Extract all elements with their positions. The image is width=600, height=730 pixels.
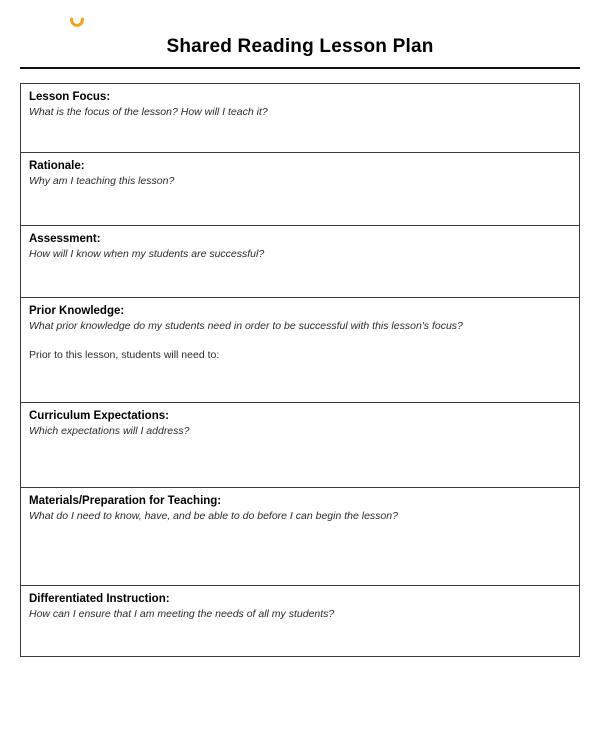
lesson-plan-table: [20, 83, 580, 657]
section-assessment: [21, 226, 579, 298]
page-title: Shared Reading Lesson Plan: [166, 36, 434, 57]
section-prompt: What prior knowledge do my students need in order to be successful with this lesson's focus?: [29, 320, 463, 333]
section-prompt: What do I need to know, have, and be able to do before I can begin the lesson?: [29, 510, 398, 523]
section-curriculum-expectations: [21, 403, 579, 488]
section-prompt: Which expectations will I address?: [29, 425, 190, 438]
section-note: Prior to this lesson, students will need to:: [29, 348, 220, 361]
section-prompt: How will I know when my students are successful?: [29, 248, 265, 261]
header-divider: [20, 67, 580, 69]
section-heading: Lesson Focus:: [29, 91, 111, 103]
section-heading: Differentiated Instruction:: [29, 593, 170, 605]
section-heading: Materials/Preparation for Teaching:: [29, 495, 222, 507]
section-rationale: [21, 153, 579, 226]
section-prior-knowledge: [21, 298, 579, 403]
section-prompt: Why am I teaching this lesson?: [29, 175, 175, 188]
section-heading: Assessment:: [29, 233, 101, 245]
orange-u-swoosh-icon: [68, 16, 86, 32]
section-lesson-focus: [21, 84, 579, 153]
section-materials-preparation: [21, 488, 579, 586]
section-heading: Curriculum Expectations:: [29, 410, 169, 422]
section-differentiated-instruction: [21, 586, 579, 656]
section-prompt: What is the focus of the lesson? How will I teach it?: [29, 106, 268, 119]
section-heading: Rationale:: [29, 160, 85, 172]
section-heading: Prior Knowledge:: [29, 305, 125, 317]
section-prompt: How can I ensure that I am meeting the needs of all my students?: [29, 608, 335, 621]
